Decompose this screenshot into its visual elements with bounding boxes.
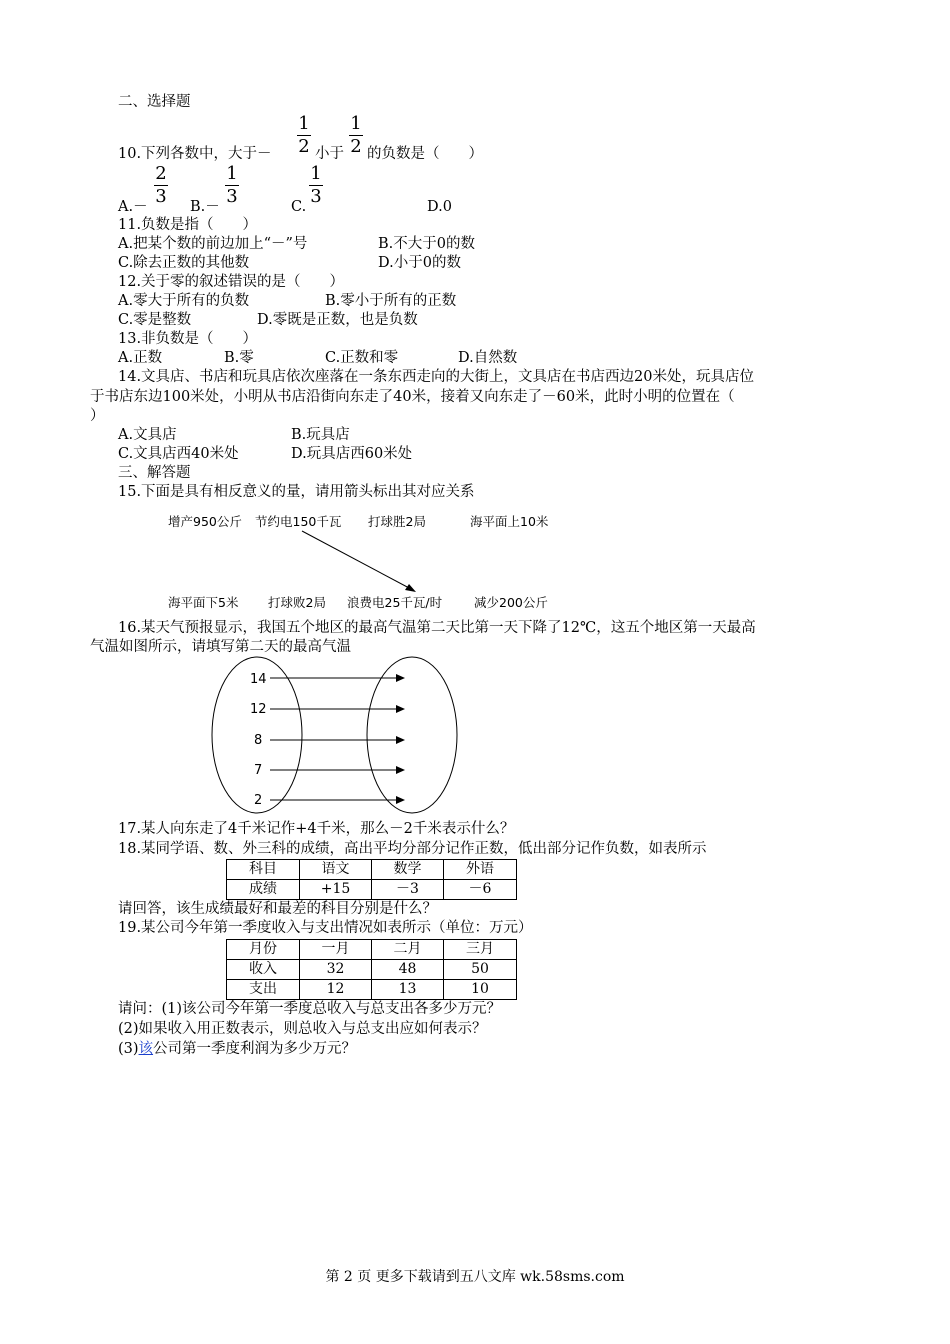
q15-top-item: 增产950公斤 [168,514,242,529]
q15-top-item: 海平面上10米 [470,514,549,529]
fraction-neg-half: 1 2 [298,113,310,157]
q19-finance-table [226,939,517,1000]
q13-option-c: C.正数和零 [325,350,399,366]
q10-option-b: B.－ [190,199,220,215]
q15-bottom-item: 海平面下5米 [168,595,239,610]
q16-mapping-diagram [200,655,470,820]
q10-stem-mid: 小于 [315,146,344,162]
q13-stem: 13.非负数是（ ） [118,331,258,347]
q10-stem-suffix: 的负数是（ ） [367,146,483,162]
q16-line-1: 16.某天气预报显示，我国五个地区的最高气温第二天比第一天下降了12℃，这五个地区第一天最高 [118,620,756,636]
table-cell: 外语 [444,860,517,880]
q19-sub-3-rest: 公司第一季度利润为多少万元？ [153,1041,357,1057]
table-cell: 收入 [227,960,300,980]
table-row [227,940,517,960]
q15-top-item: 打球胜2局 [368,514,426,529]
q18-score-table [226,859,517,900]
table-row [227,880,517,900]
option-a-fraction: 2 3 [155,163,167,207]
q14-option-c: C.文具店西40米处 [118,446,239,462]
q15-bottom-item: 减少200公斤 [474,595,548,610]
q15-bottom-item: 打球败2局 [268,595,326,610]
table-cell: 10 [444,980,517,1000]
q14-option-a: A.文具店 [118,427,177,443]
table-cell: 科目 [227,860,300,880]
table-cell: 48 [372,960,444,980]
table-cell: 13 [372,980,444,1000]
q13-option-a: A.正数 [118,350,163,366]
q15-arrow-line [302,531,411,589]
q12-option-a: A.零大于所有的负数 [118,293,250,309]
q13-option-b: B.零 [224,350,254,366]
q19-sub-1: 请问：(1)该公司今年第一季度总收入与总支出各多少万元？ [118,1001,502,1017]
option-c-fraction: 1 3 [310,163,322,207]
table-cell: 数学 [372,860,444,880]
mapping-arrows [270,674,405,804]
q12-stem: 12.关于零的叙述错误的是（ ） [118,274,345,290]
table-cell: 一月 [300,940,372,960]
section-2-title: 二、选择题 [118,94,191,110]
right-oval [367,657,457,813]
q10-option-d: D.0 [427,199,452,215]
q15-arrow-diagram [0,0,950,620]
table-cell: 月份 [227,940,300,960]
table-cell: 三月 [444,940,517,960]
q12-option-c: C.零是整数 [118,312,192,328]
q11-option-a: A.把某个数的前边加上“－”号 [118,236,308,252]
table-cell: +15 [300,880,372,900]
q15-bottom-item: 浪费电25千瓦/时 [347,595,443,610]
table-cell: －3 [372,880,444,900]
table-cell: －6 [444,880,517,900]
q10-stem-prefix: 10.下列各数中，大于－ [118,146,272,162]
table-cell: 50 [444,960,517,980]
q19-sub-2: (2)如果收入用正数表示，则总收入与总支出应如何表示？ [118,1021,487,1037]
temp-value: 14 [250,672,267,687]
q15-arrowhead-icon [405,584,416,592]
q12-option-d: D.零既是正数，也是负数 [257,312,418,328]
table-row [227,980,517,1000]
table-cell: 二月 [372,940,444,960]
table-row [227,860,517,880]
q14-option-b: B.玩具店 [291,427,350,443]
table-cell: 支出 [227,980,300,1000]
table-cell: 语文 [300,860,372,880]
table-cell: 12 [300,980,372,1000]
q12-option-b: B.零小于所有的正数 [325,293,457,309]
q14-line-2: 于书店东边100米处，小明从书店沿街向东走了40米，接着又向东走了－60米，此时小明的位置在（ [90,389,735,405]
q11-option-b: B.不大于0的数 [378,236,475,252]
q19-sub-3-link[interactable]: 该 [138,1041,154,1057]
q11-option-d: D.小于0的数 [378,255,461,271]
temp-value: 2 [254,793,263,808]
page-footer: 第 2 页 更多下载请到五八文库 wk.58sms.com [325,1269,625,1285]
q10-option-c: C. [291,199,307,215]
section-3-title: 三、解答题 [118,465,191,481]
table-cell: 32 [300,960,372,980]
q17-stem: 17.某人向东走了4千米记作+4千米，那么－2千米表示什么？ [118,821,515,837]
q19-sub-3 [118,1040,356,1058]
q19-sub-3-prefix: (3) [118,1041,139,1057]
q15-stem: 15.下面是具有相反意义的量，请用箭头标出其对应关系 [118,484,475,500]
q10-option-a: A.－ [118,199,148,215]
temp-value: 12 [250,702,267,717]
temp-value: 8 [254,733,263,748]
q18-question: 请回答，该生成绩最好和最差的科目分别是什么？ [118,901,437,917]
q18-stem: 18.某同学语、数、外三科的成绩，高出平均分部分记作正数，低出部分记作负数，如表所示 [118,841,707,857]
q14-line-3: ） [90,408,105,424]
q11-option-c: C.除去正数的其他数 [118,255,250,271]
option-b-fraction: 1 3 [226,163,238,207]
q13-option-d: D.自然数 [458,350,518,366]
q16-line-2: 气温如图所示，请填写第二天的最高气温 [90,639,351,655]
q14-line-1: 14.文具店、书店和玩具店依次座落在一条东西走向的大街上，文具店在书店西边20米处，玩具店位 [118,369,755,385]
q14-option-d: D.玩具店西60米处 [291,446,413,462]
fraction-half: 1 2 [350,113,362,157]
table-cell: 成绩 [227,880,300,900]
q15-top-item: 节约电150千瓦 [255,514,342,529]
q19-stem: 19.某公司今年第一季度收入与支出情况如表所示（单位：万元） [118,920,533,936]
table-row [227,960,517,980]
temp-value: 7 [254,763,263,778]
q11-stem: 11.负数是指（ ） [118,217,258,233]
